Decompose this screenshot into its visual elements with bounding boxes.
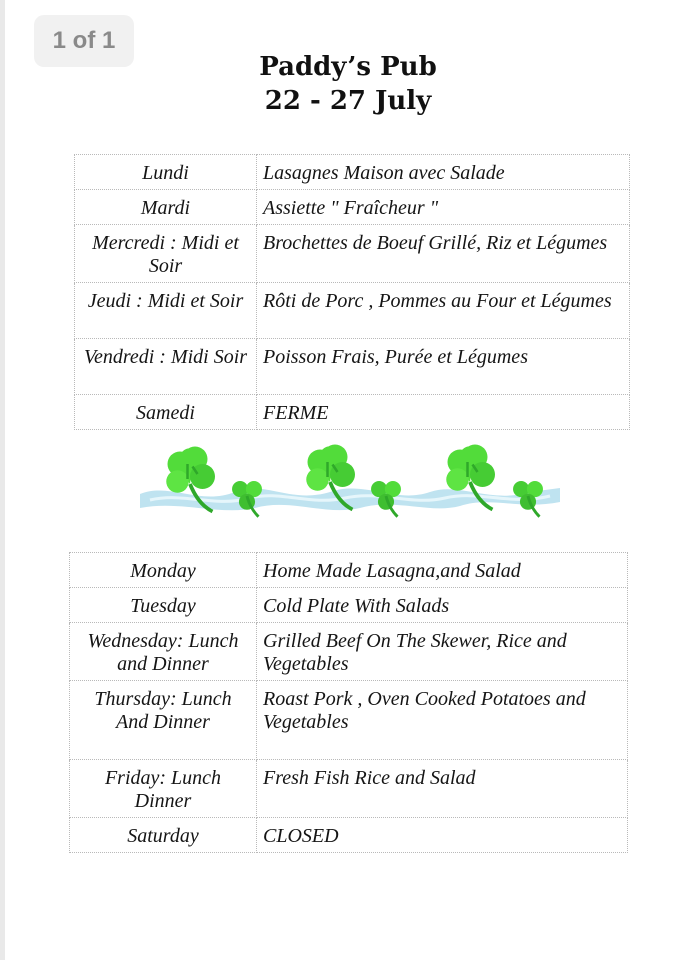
dish-cell: Home Made Lasagna,and Salad [257, 553, 628, 588]
day-cell: Mardi [75, 190, 257, 225]
day-cell: Samedi [75, 395, 257, 430]
dish-cell: CLOSED [257, 818, 628, 853]
pub-name: Paddy’s Pub [259, 52, 437, 82]
table-row [75, 395, 630, 430]
day-cell: Friday: Lunch Dinner [70, 760, 257, 818]
dish-cell: Brochettes de Boeuf Grillé, Riz et Légumes [257, 225, 630, 283]
table-row [75, 283, 630, 339]
table-row [75, 339, 630, 395]
page-indicator-badge: 1 of 1 [34, 15, 134, 67]
document-title-block [200, 50, 496, 118]
day-cell: Monday [70, 553, 257, 588]
day-cell: Mercredi : Midi et Soir [75, 225, 257, 283]
table-row [75, 190, 630, 225]
table-row [70, 623, 628, 681]
day-cell: Jeudi : Midi et Soir [75, 283, 257, 339]
day-cell: Thursday: Lunch And Dinner [70, 681, 257, 760]
table-row [70, 553, 628, 588]
french-menu-table [74, 154, 630, 430]
day-cell: Vendredi : Midi Soir [75, 339, 257, 395]
table-row [70, 760, 628, 818]
dish-cell: Rôti de Porc , Pommes au Four et Légumes [257, 283, 630, 339]
menu-dates: 22 - 27 July [264, 86, 432, 116]
table-row [75, 155, 630, 190]
dish-cell: FERME [257, 395, 630, 430]
dish-cell: Grilled Beef On The Skewer, Rice and Vegetables [257, 623, 628, 681]
dish-cell: Cold Plate With Salads [257, 588, 628, 623]
dish-cell: Assiette " Fraîcheur " [257, 190, 630, 225]
day-cell: Lundi [75, 155, 257, 190]
table-row [75, 225, 630, 283]
english-menu-table [69, 552, 628, 853]
shamrock-icon [446, 445, 543, 517]
dish-cell: Lasagnes Maison avec Salade [257, 155, 630, 190]
dish-cell: Fresh Fish Rice and Salad [257, 760, 628, 818]
day-cell: Wednesday: Lunch and Dinner [70, 623, 257, 681]
table-row [70, 588, 628, 623]
dish-cell: Roast Pork , Oven Cooked Potatoes and Vegetables [257, 681, 628, 760]
shamrock-border-decoration [140, 444, 560, 528]
table-row [70, 818, 628, 853]
day-cell: Tuesday [70, 588, 257, 623]
table-row [70, 681, 628, 760]
viewer-left-edge [0, 0, 5, 960]
day-cell: Saturday [70, 818, 257, 853]
dish-cell: Poisson Frais, Purée et Légumes [257, 339, 630, 395]
